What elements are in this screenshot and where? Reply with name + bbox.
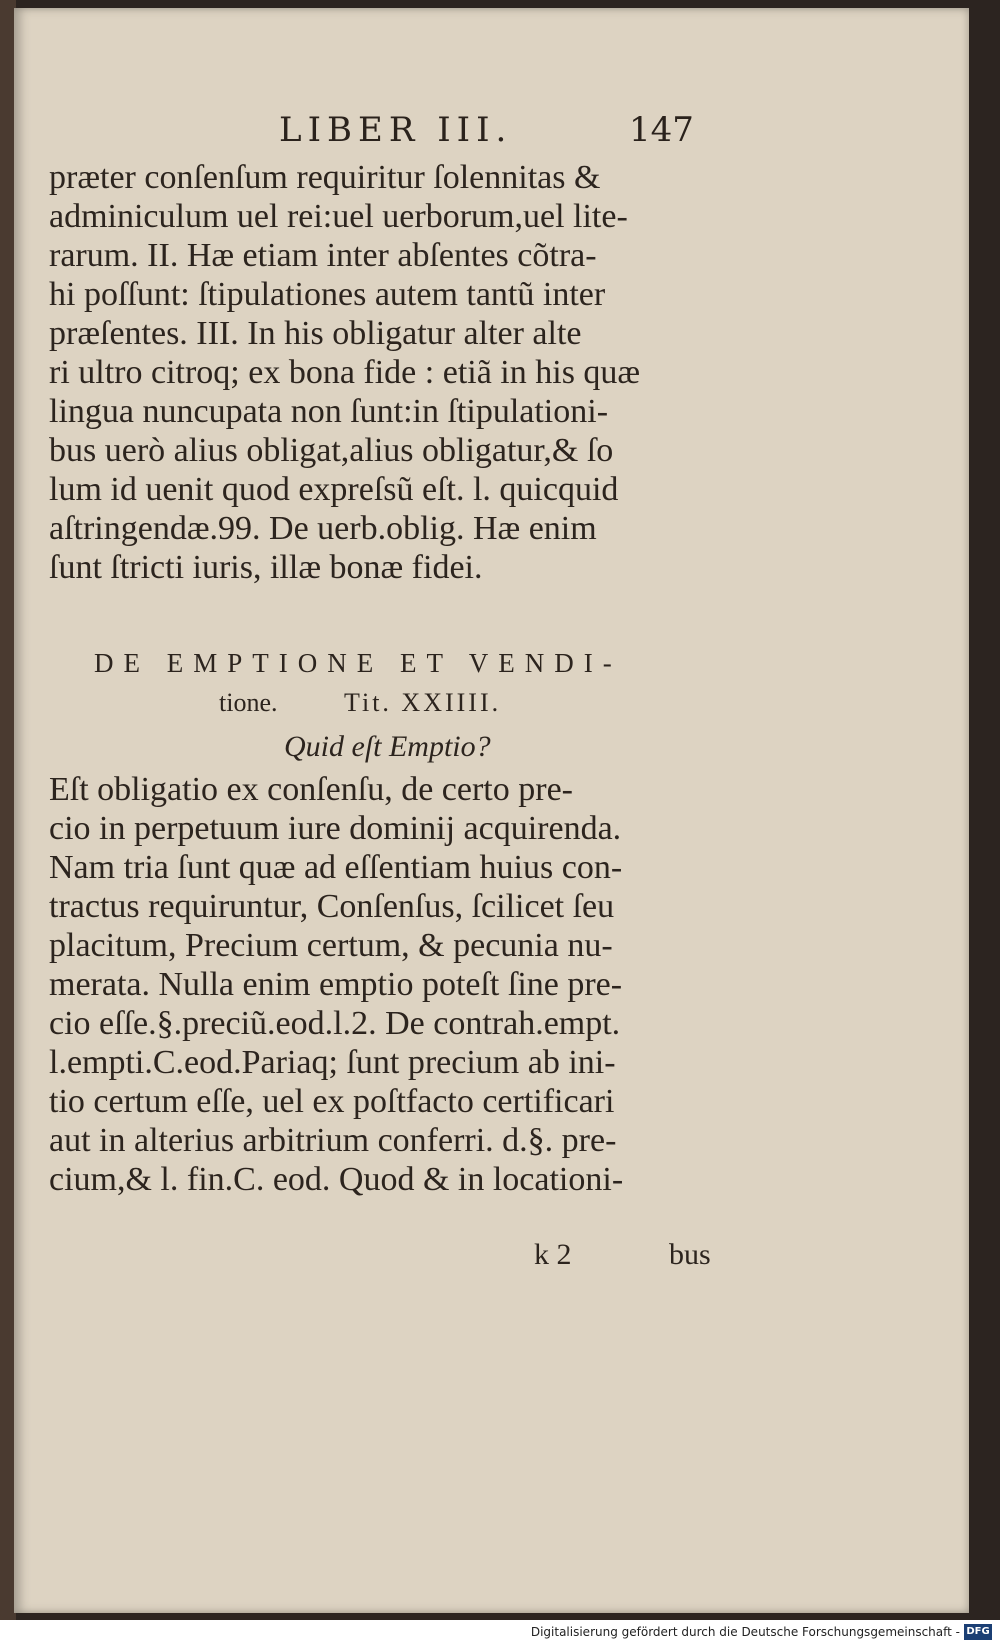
text-line: aſtringendæ.99. De uerb.oblig. Hæ enim (49, 510, 597, 547)
text-line: præter conſenſum requiritur ſolennitas & (49, 159, 601, 196)
text-line: adminiculum uel rei:uel uerborum,uel lite- (49, 198, 628, 235)
section-heading-line2: tione. (219, 688, 278, 717)
text-line: Nam tria ſunt quæ ad eſſentiam huius con- (49, 849, 623, 886)
book-page (14, 8, 969, 1613)
title-number: Tit. XXIIII. (344, 688, 502, 717)
text-line: cium,& l. fin.C. eod. Quod & in locationi- (49, 1161, 624, 1198)
question-heading: Quid eſt Emptio? (284, 730, 491, 763)
running-head (14, 110, 969, 150)
running-head-title: LIBER III. (279, 110, 513, 150)
page-number: 147 (629, 110, 694, 150)
text-line: rarum. II. Hæ etiam inter abſentes cõtra- (49, 237, 597, 274)
text-line: Eſt obligatio ex conſenſu, de certo pre- (49, 771, 573, 808)
text-line: cio in perpetuum iure dominij acquirenda. (49, 810, 622, 847)
text-line: bus uerò alius obligat,alius obligatur,& ſo (49, 432, 614, 469)
footer-credit: Digitalisierung gefördert durch die Deutsche Forschungsgemeinschaft - (530, 1625, 960, 1639)
text-line: tio certum eſſe, uel ex poſtfacto certificari (49, 1083, 615, 1120)
text-line: ſunt ſtricti iuris, illæ bonæ fidei. (49, 549, 483, 586)
text-line: lum id uenit quod expreſsũ eſt. l. quicquid (49, 471, 619, 508)
signature-mark: k 2 (534, 1238, 572, 1271)
text-line: tractus requiruntur, Conſenſus, ſcilicet ſeu (49, 888, 615, 925)
text-line: l.empti.C.eod.Pariaq; ſunt precium ab ini- (49, 1044, 616, 1081)
section-heading-continued (219, 688, 719, 718)
text-line: aut in alterius arbitrium conferri. d.§. pre- (49, 1122, 617, 1159)
text-line: merata. Nulla enim emptio poteſt ſine pre- (49, 966, 623, 1003)
section-heading: DE EMPTIONE ET VENDI- (94, 648, 622, 678)
text-line: lingua nuncupata non ſunt:in ſtipulationi- (49, 393, 609, 430)
text-line: præſentes. III. In his obligatur alter alte (49, 315, 582, 352)
dfg-logo-icon: DFG (964, 1624, 992, 1640)
text-line: placitum, Precium certum, & pecunia nu- (49, 927, 613, 964)
text-line: ri ultro citroq; ex bona fide : etiã in his quæ (49, 354, 641, 391)
footer-bar (0, 1620, 1000, 1646)
text-line: hi poſſunt: ſtipulationes autem tantũ inter (49, 276, 606, 313)
catchword: bus (669, 1238, 711, 1271)
text-line: cio eſſe.§.preciũ.eod.l.2. De contrah.empt. (49, 1005, 621, 1042)
